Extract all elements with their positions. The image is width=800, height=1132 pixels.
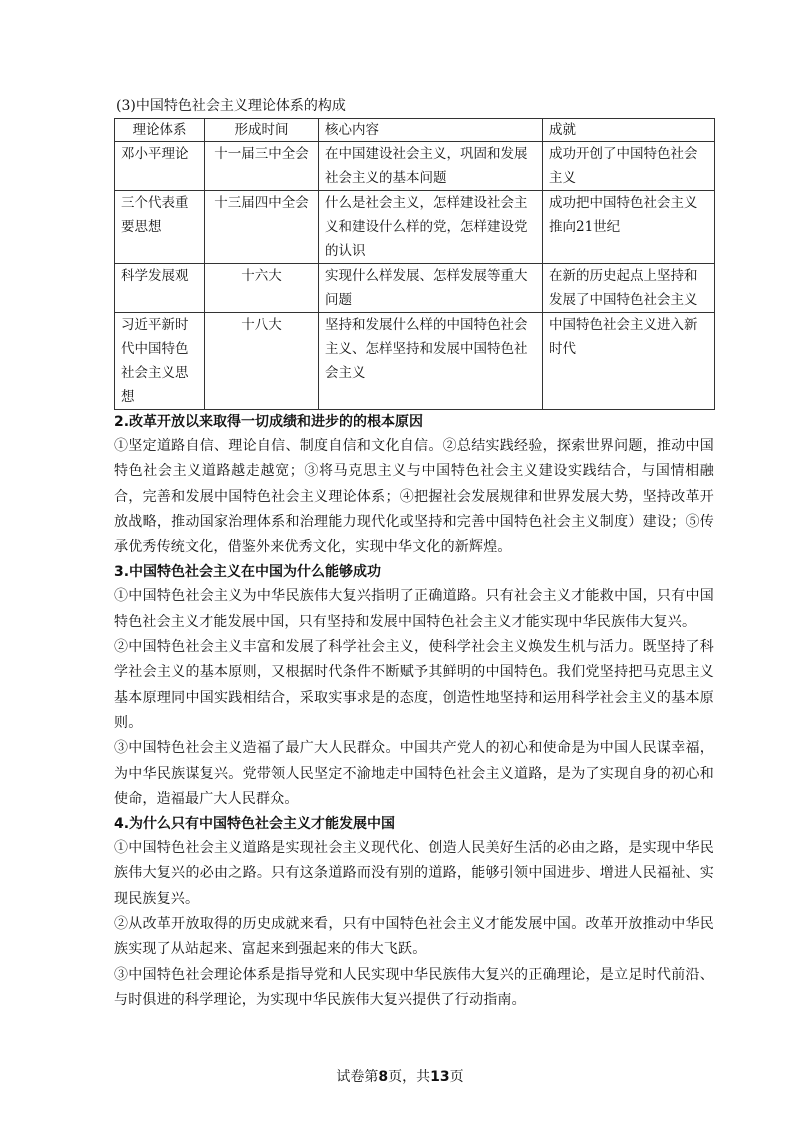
- cell-time: 十一届三中全会: [205, 142, 319, 191]
- paragraph: ③中国特色社会主义造福了最广大人民群众。中国共产党人的初心和使命是为中国人民谋幸福，为中华民族谋复兴。党带领人民坚定不渝地走中国特色社会主义道路，是为了实现自身的初心和使命，造福最广大人民群众。: [114, 740, 714, 807]
- cell-achievement: 在新的历史起点上坚持和发展了中国特色社会主义: [543, 264, 715, 313]
- header-time: 形成时间: [205, 119, 319, 142]
- section-why-only: [114, 812, 714, 1013]
- header-achievement: 成就: [543, 119, 715, 142]
- footer-suffix: 页: [449, 1069, 464, 1085]
- paragraph: ①中国特色社会主义道路是实现社会主义现代化、创造人民美好生活的必由之路，是实现中华民族伟大复兴的必由之路。只有这条道路而没有别的道路，能够引领中国进步、增进人民福祉、实现民族复兴。: [114, 840, 714, 907]
- theory-table: [114, 118, 715, 410]
- table-row: [115, 142, 715, 191]
- header-system: 理论体系: [115, 119, 205, 142]
- table-row: [115, 191, 715, 264]
- table-row: [115, 313, 715, 410]
- cell-achievement: 成功把中国特色社会主义推向21世纪: [543, 191, 715, 264]
- paragraph: ②从改革开放取得的历史成就来看，只有中国特色社会主义才能发展中国。改革开放推动中华民族实现了从站起来、富起来到强起来的伟大飞跃。: [114, 916, 714, 958]
- cell-system: 邓小平理论: [115, 142, 205, 191]
- footer-page-number: 8: [378, 1069, 389, 1085]
- cell-system: 科学发展观: [115, 264, 205, 313]
- cell-achievement: 成功开创了中国特色社会主义: [543, 142, 715, 191]
- paragraph: ①坚定道路自信、理论自信、制度自信和文化自信。②总结实践经验，探索世界问题，推动中国特色社会主义道路越走越宽；③将马克思主义与中国特色社会主义建设实践结合，与国情相融合，完善和发展中国特色社会主义理论体系；④把握社会发展规律和世界发展大势，坚持改革开放战略，推动国家治理体系和治理能力现代化或坚持和完善中国特色社会主义制度）建设；⑤传承优秀传统文化，借鉴外来优秀文化，实现中华文化的新辉煌。: [114, 438, 714, 556]
- document-page: [114, 96, 714, 1013]
- cell-time: 十八大: [205, 313, 319, 410]
- cell-time: 十三届四中全会: [205, 191, 319, 264]
- cell-content: 什么是社会主义，怎样建设社会主义和建设什么样的党，怎样建设党的认识: [319, 191, 543, 264]
- table-row: [115, 264, 715, 313]
- header-content: 核心内容: [319, 119, 543, 142]
- section-title: 3.中国特色社会主义在中国为什么能够成功: [114, 564, 382, 581]
- cell-content: 在中国建设社会主义，巩固和发展社会主义的基本问题: [319, 142, 543, 191]
- section-title: 2.改革开放以来取得一切成绩和进步的的根本原因: [114, 414, 424, 430]
- cell-achievement: 中国特色社会主义进入新时代: [543, 313, 715, 410]
- paragraph: ①中国特色社会主义为中华民族伟大复兴指明了正确道路。只有社会主义才能救中国，只有中国特色社会主义才能发展中国，只有坚持和发展中国特色社会主义才能实现中华民族伟大复兴。: [114, 588, 714, 630]
- section-title: 4.为什么只有中国特色社会主义才能发展中国: [114, 816, 396, 833]
- cell-time: 十六大: [205, 264, 319, 313]
- cell-system: 三个代表重要思想: [115, 191, 205, 264]
- footer-prefix: 试卷第: [336, 1069, 379, 1085]
- page-footer: [0, 1067, 800, 1087]
- footer-total-pages: 13: [430, 1069, 450, 1085]
- table-caption: (3)中国特色社会主义理论体系的构成: [116, 98, 346, 114]
- cell-content: 坚持和发展什么样的中国特色社会主义、怎样坚持和发展中国特色社会主义: [319, 313, 543, 410]
- section-why-success: [114, 560, 714, 812]
- table-header-row: [115, 119, 715, 142]
- paragraph: ③中国特色社会理论体系是指导党和人民实现中华民族伟大复兴的正确理论，是立足时代前沿、与时俱进的科学理论，为实现中华民族伟大复兴提供了行动指南。: [114, 966, 714, 1008]
- footer-middle: 页，共: [388, 1069, 431, 1085]
- paragraph: ②中国特色社会主义丰富和发展了科学社会主义，使科学社会主义焕发生机与活力。既坚持了科学社会主义的基本原则，又根据时代条件不断赋予其鲜明的中国特色。我们党坚持把马克思主义基本原理同中国实践相结合，采取实事求是的态度，创造性地坚持和运用科学社会主义的基本原则。: [114, 639, 714, 731]
- section-root-causes: [114, 410, 714, 560]
- cell-content: 实现什么样发展、怎样发展等重大问题: [319, 264, 543, 313]
- cell-system: 习近平新时代中国特色社会主义思想: [115, 313, 205, 410]
